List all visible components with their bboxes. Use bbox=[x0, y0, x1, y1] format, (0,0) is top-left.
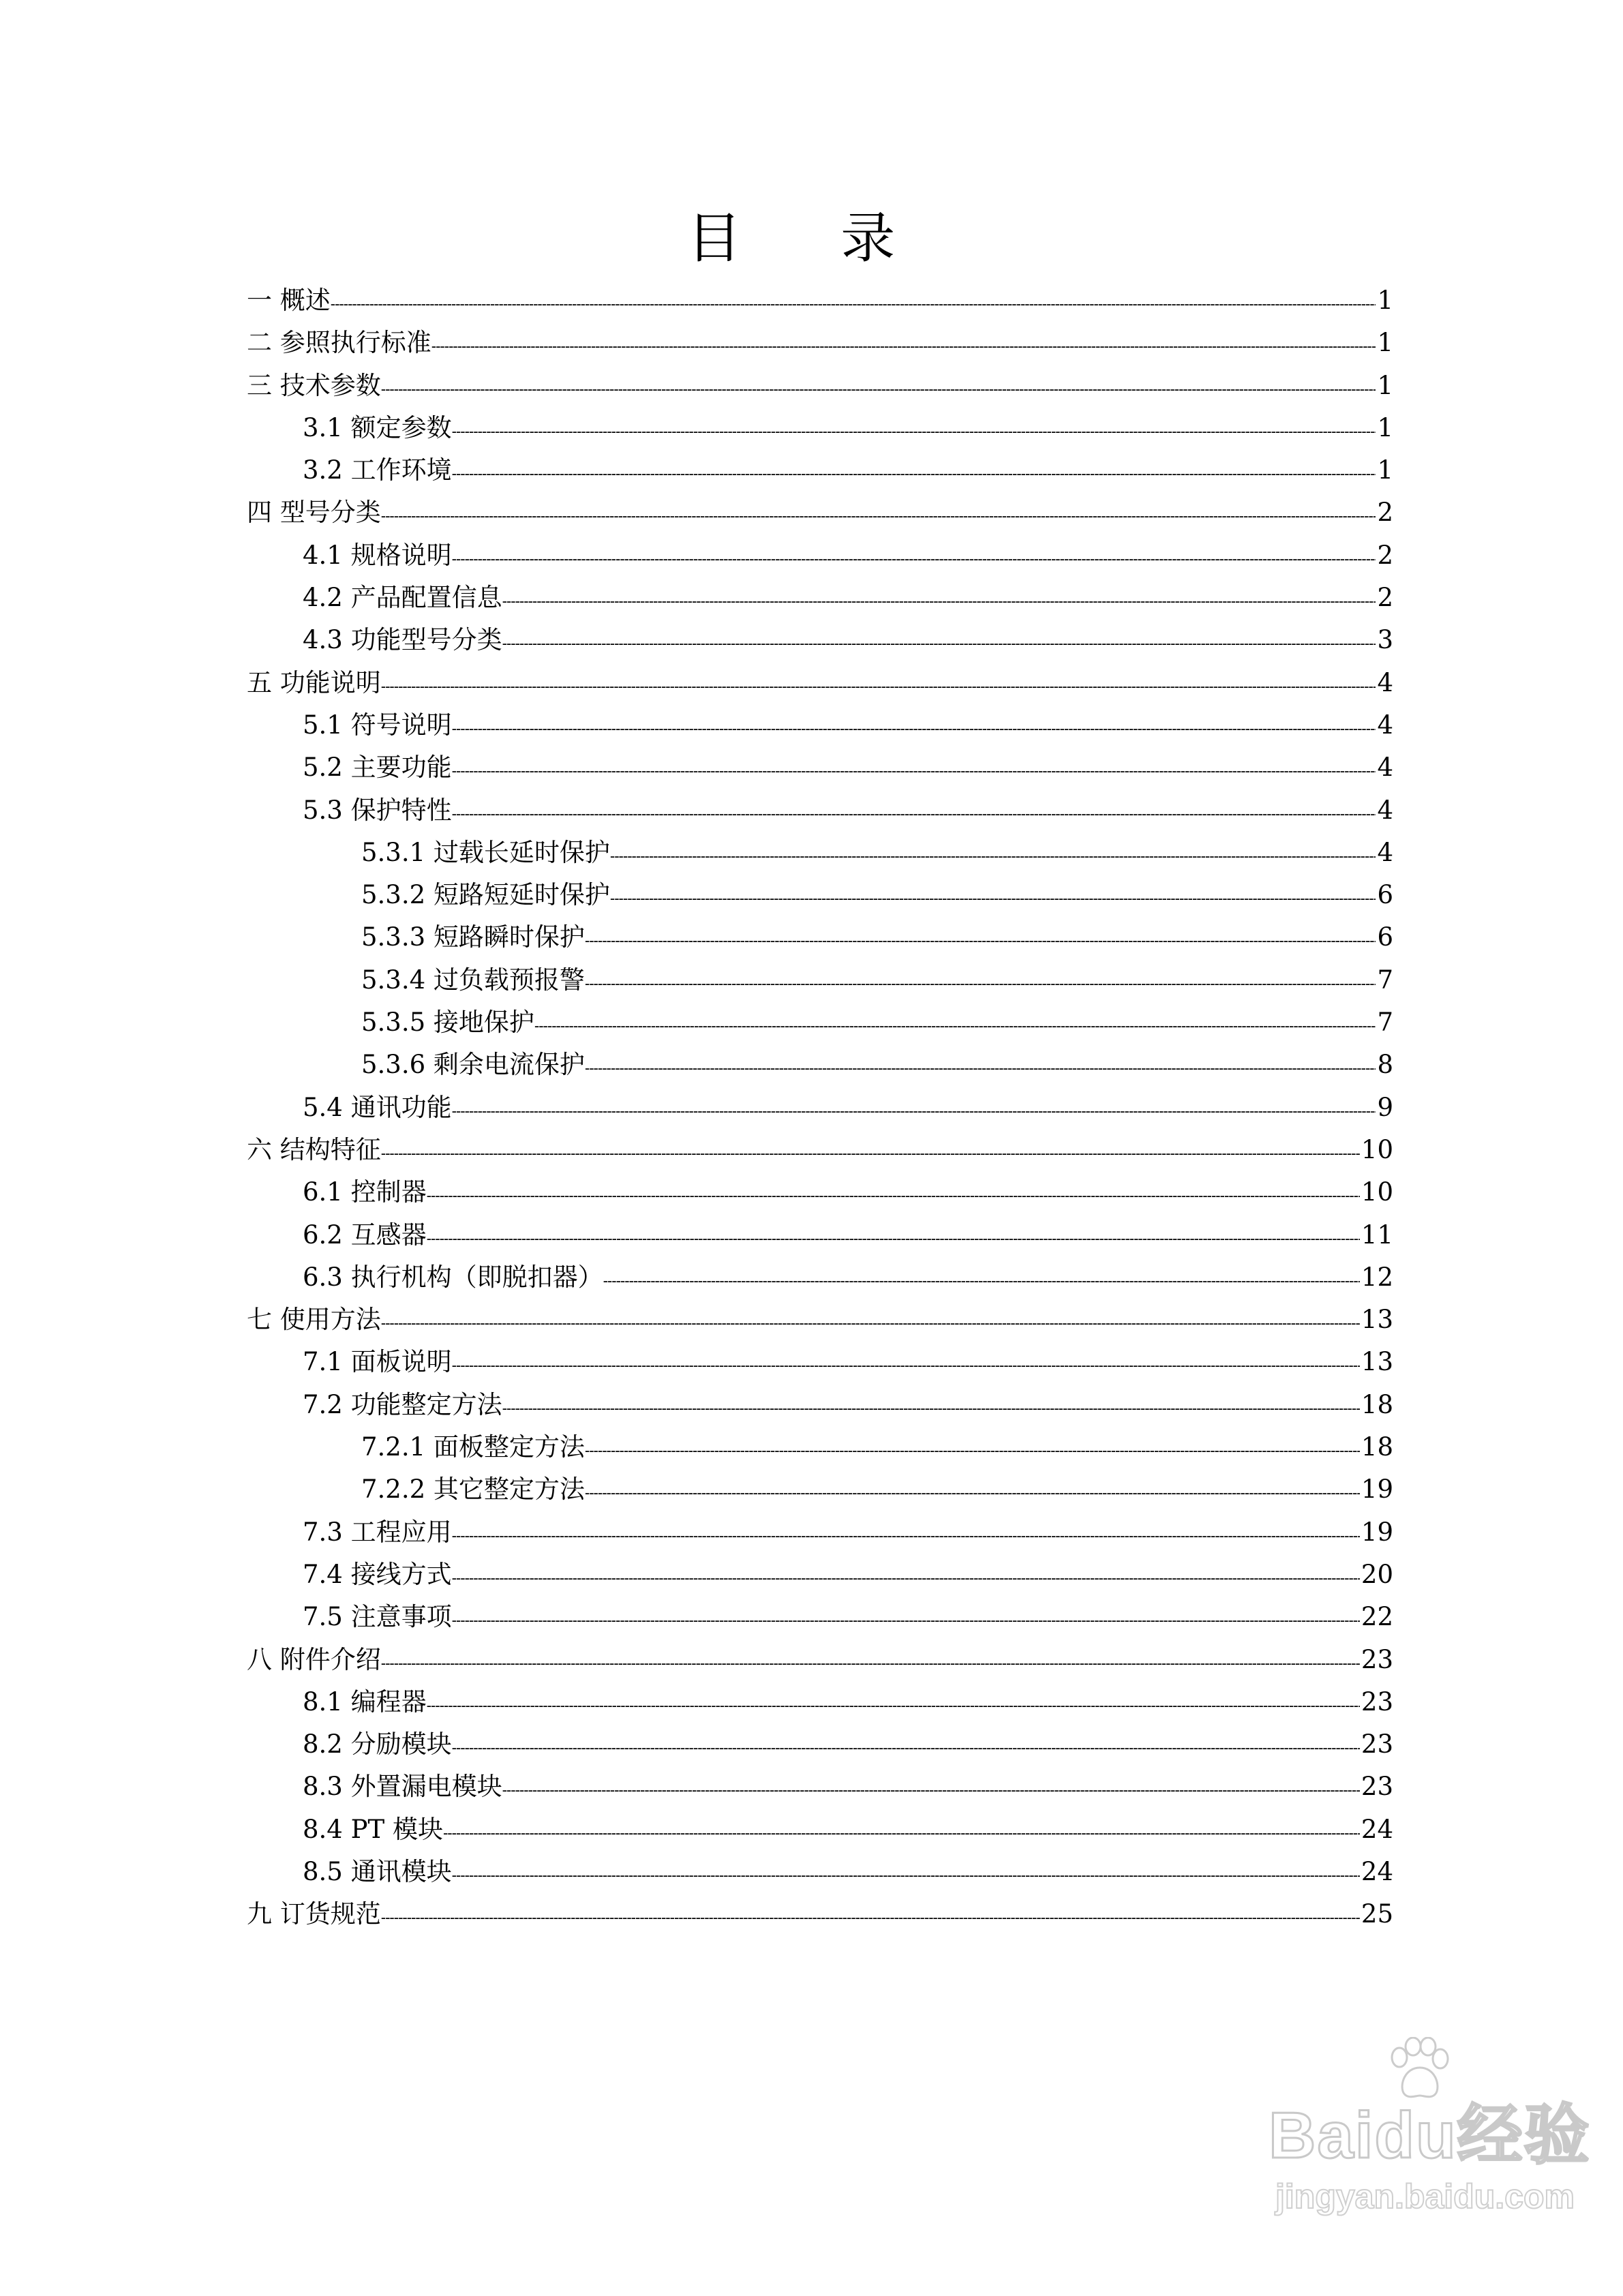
baidu-paw-icon bbox=[1384, 2037, 1453, 2102]
toc-entry[interactable] bbox=[247, 449, 1393, 492]
toc-entry[interactable] bbox=[247, 577, 1393, 619]
toc-dot-leader bbox=[381, 1302, 1360, 1344]
toc-entry-page: 23 bbox=[1361, 1687, 1393, 1717]
toc-entry-title: 4.3 功能型号分类 bbox=[303, 625, 502, 655]
toc-entry[interactable] bbox=[247, 959, 1393, 1001]
toc-entry-title: 五 功能说明 bbox=[247, 667, 381, 697]
toc-entry[interactable] bbox=[247, 1087, 1393, 1129]
toc-entry-title: 5.3.6 剩余电流保护 bbox=[361, 1050, 585, 1080]
toc-entry-title: 一 概述 bbox=[247, 286, 331, 315]
toc-dot-leader bbox=[452, 410, 1376, 453]
toc-entry-page: 4 bbox=[1377, 837, 1393, 867]
toc-entry[interactable] bbox=[247, 1171, 1393, 1213]
toc-entry-title: 3.2 工作环境 bbox=[303, 455, 452, 485]
toc-entry[interactable] bbox=[247, 1129, 1393, 1171]
baidu-jingyan-watermark bbox=[1269, 2037, 1591, 2221]
toc-dot-leader bbox=[452, 1557, 1360, 1599]
toc-dot-leader bbox=[427, 1175, 1360, 1217]
toc-entry-page: 24 bbox=[1361, 1814, 1393, 1844]
toc-dot-leader bbox=[381, 1642, 1360, 1685]
toc-entry-title: 8.5 通讯模块 bbox=[303, 1856, 452, 1886]
toc-entry-page: 23 bbox=[1361, 1772, 1393, 1802]
toc-dot-leader bbox=[452, 1344, 1360, 1387]
toc-entry-title: 二 参照执行标准 bbox=[247, 328, 431, 358]
toc-entry[interactable] bbox=[247, 1341, 1393, 1383]
toc-entry[interactable] bbox=[247, 1893, 1393, 1935]
toc-entry-page: 1 bbox=[1377, 370, 1393, 400]
toc-dot-leader bbox=[502, 622, 1376, 665]
toc-entry-page: 13 bbox=[1361, 1305, 1393, 1335]
toc-entry[interactable] bbox=[247, 1809, 1393, 1851]
toc-entry-title: 7.2.2 其它整定方法 bbox=[361, 1475, 585, 1505]
toc-entry-title: 7.2.1 面板整定方法 bbox=[361, 1432, 585, 1462]
toc-dot-leader bbox=[585, 920, 1376, 962]
toc-entry-page: 4 bbox=[1377, 795, 1393, 825]
toc-entry-page: 20 bbox=[1361, 1559, 1393, 1589]
toc-dot-leader bbox=[452, 1727, 1360, 1769]
toc-entry-title: 九 订货规范 bbox=[247, 1899, 381, 1929]
toc-entry[interactable] bbox=[247, 1639, 1393, 1681]
toc-entry-page: 18 bbox=[1361, 1432, 1393, 1462]
toc-entry-title: 5.2 主要功能 bbox=[303, 753, 452, 783]
watermark-url: jingyan.baidu.com bbox=[1275, 2177, 1575, 2216]
toc-dot-leader bbox=[452, 1515, 1360, 1557]
toc-dot-leader bbox=[452, 708, 1376, 750]
toc-dot-leader bbox=[452, 750, 1376, 792]
toc-entry-page: 8 bbox=[1377, 1050, 1393, 1080]
toc-entry-title: 7.4 接线方式 bbox=[303, 1559, 452, 1589]
toc-dot-leader bbox=[610, 877, 1376, 920]
toc-dot-leader bbox=[427, 1685, 1360, 1727]
toc-entry-title: 5.3.4 过负载预报警 bbox=[361, 965, 585, 995]
toc-entry-title: 三 技术参数 bbox=[247, 370, 381, 400]
toc-entry[interactable] bbox=[247, 534, 1393, 577]
toc-entry[interactable] bbox=[247, 1468, 1393, 1511]
toc-dot-leader bbox=[502, 580, 1376, 622]
toc-entry-page: 22 bbox=[1361, 1602, 1393, 1632]
toc-entry[interactable] bbox=[247, 492, 1393, 534]
toc-entry[interactable] bbox=[247, 704, 1393, 746]
toc-entry-title: 5.3.1 过载长延时保护 bbox=[361, 837, 610, 867]
toc-entry[interactable] bbox=[247, 1214, 1393, 1256]
toc-dot-leader bbox=[610, 835, 1376, 877]
toc-entry-page: 3 bbox=[1377, 625, 1393, 655]
toc-entry[interactable] bbox=[247, 1044, 1393, 1086]
toc-entry[interactable] bbox=[247, 1723, 1393, 1766]
toc-entry-title: 5.3.3 短路瞬时保护 bbox=[361, 922, 585, 952]
toc-dot-leader bbox=[331, 283, 1376, 325]
toc-entry[interactable] bbox=[247, 1384, 1393, 1426]
toc-dot-leader bbox=[381, 495, 1376, 537]
toc-dot-leader bbox=[381, 1132, 1360, 1175]
toc-entry-page: 7 bbox=[1377, 965, 1393, 995]
toc-entry-page: 2 bbox=[1377, 540, 1393, 570]
toc-entry-page: 10 bbox=[1361, 1134, 1393, 1164]
toc-dot-leader bbox=[381, 368, 1376, 410]
toc-entry[interactable] bbox=[247, 365, 1393, 407]
toc-dot-leader bbox=[585, 963, 1376, 1005]
toc-entry-title: 四 型号分类 bbox=[247, 498, 381, 528]
toc-dot-leader bbox=[585, 1047, 1376, 1089]
toc-entry-title: 七 使用方法 bbox=[247, 1305, 381, 1335]
toc-entry[interactable] bbox=[247, 407, 1393, 449]
toc-entry-page: 1 bbox=[1377, 328, 1393, 358]
toc-entry-title: 8.4 PT 模块 bbox=[303, 1814, 443, 1844]
toc-entry-page: 23 bbox=[1361, 1729, 1393, 1759]
toc-entry-title: 6.2 互感器 bbox=[303, 1220, 427, 1250]
toc-entry[interactable] bbox=[247, 1511, 1393, 1554]
toc-entry-page: 6 bbox=[1377, 880, 1393, 910]
page-title: 目 录 bbox=[686, 207, 937, 270]
toc-entry-title: 3.1 额定参数 bbox=[303, 412, 452, 442]
toc-entry-title: 7.3 工程应用 bbox=[303, 1517, 452, 1547]
toc-entry-page: 4 bbox=[1377, 710, 1393, 740]
toc-entry-page: 19 bbox=[1361, 1475, 1393, 1505]
toc-entry-page: 9 bbox=[1377, 1092, 1393, 1122]
toc-entry-title: 八 附件介绍 bbox=[247, 1644, 381, 1674]
toc-entry[interactable] bbox=[247, 1426, 1393, 1468]
toc-dot-leader bbox=[502, 1387, 1360, 1430]
toc-dot-leader bbox=[534, 1005, 1376, 1047]
toc-entry-title: 4.1 规格说明 bbox=[303, 540, 452, 570]
toc-entry[interactable] bbox=[247, 1681, 1393, 1723]
toc-entry-page: 23 bbox=[1361, 1644, 1393, 1674]
toc-entry[interactable] bbox=[247, 280, 1393, 322]
toc-dot-leader bbox=[585, 1430, 1360, 1472]
toc-entry[interactable] bbox=[247, 789, 1393, 832]
toc-entry-title: 8.2 分励模块 bbox=[303, 1729, 452, 1759]
toc-entry-page: 4 bbox=[1377, 667, 1393, 697]
toc-entry-title: 5.3.5 接地保护 bbox=[361, 1008, 534, 1038]
toc-dot-leader bbox=[502, 1769, 1360, 1811]
toc-entry-page: 12 bbox=[1361, 1262, 1393, 1292]
toc-entry-title: 5.3 保护特性 bbox=[303, 795, 452, 825]
toc-dot-leader bbox=[585, 1472, 1360, 1514]
toc-entry-page: 10 bbox=[1361, 1177, 1393, 1207]
toc-dot-leader bbox=[381, 1897, 1360, 1939]
toc-entry-page: 13 bbox=[1361, 1347, 1393, 1377]
toc-dot-leader bbox=[452, 793, 1376, 835]
toc-entry-title: 8.1 编程器 bbox=[303, 1687, 427, 1717]
toc-dot-leader bbox=[431, 325, 1376, 367]
toc-entry-page: 11 bbox=[1361, 1220, 1393, 1250]
toc-dot-leader bbox=[443, 1812, 1360, 1854]
toc-entry-title: 8.3 外置漏电模块 bbox=[303, 1772, 502, 1802]
toc-entry-title: 7.1 面板说明 bbox=[303, 1347, 452, 1377]
toc-entry[interactable] bbox=[247, 1299, 1393, 1341]
toc-dot-leader bbox=[452, 1854, 1360, 1897]
table-of-contents bbox=[247, 280, 1393, 1936]
toc-entry[interactable] bbox=[247, 874, 1393, 916]
toc-entry[interactable] bbox=[247, 1001, 1393, 1044]
toc-entry-title: 7.5 注意事项 bbox=[303, 1602, 452, 1632]
toc-entry[interactable] bbox=[247, 746, 1393, 789]
watermark-logo: Baidu经验 bbox=[1269, 2099, 1591, 2172]
toc-dot-leader bbox=[452, 453, 1376, 495]
toc-entry[interactable] bbox=[247, 322, 1393, 364]
toc-entry[interactable] bbox=[247, 1596, 1393, 1638]
toc-entry-page: 19 bbox=[1361, 1517, 1393, 1547]
toc-entry-page: 7 bbox=[1377, 1008, 1393, 1038]
toc-entry-page: 18 bbox=[1361, 1389, 1393, 1419]
toc-entry-page: 1 bbox=[1377, 412, 1393, 442]
toc-entry[interactable] bbox=[247, 1851, 1393, 1893]
toc-entry[interactable] bbox=[247, 1256, 1393, 1299]
toc-entry[interactable] bbox=[247, 832, 1393, 874]
toc-entry-title: 7.2 功能整定方法 bbox=[303, 1389, 502, 1419]
toc-entry-title: 6.3 执行机构（即脱扣器） bbox=[303, 1262, 603, 1292]
toc-entry-page: 24 bbox=[1361, 1856, 1393, 1886]
toc-dot-leader bbox=[452, 1090, 1376, 1132]
toc-entry[interactable] bbox=[247, 1554, 1393, 1596]
toc-entry-title: 4.2 产品配置信息 bbox=[303, 583, 502, 613]
toc-entry[interactable] bbox=[247, 619, 1393, 661]
toc-entry-page: 2 bbox=[1377, 583, 1393, 613]
toc-entry-title: 5.4 通讯功能 bbox=[303, 1092, 452, 1122]
toc-dot-leader bbox=[603, 1260, 1360, 1302]
toc-dot-leader bbox=[452, 538, 1376, 580]
toc-entry-page: 2 bbox=[1377, 498, 1393, 528]
toc-entry-title: 5.1 符号说明 bbox=[303, 710, 452, 740]
toc-entry-title: 6.1 控制器 bbox=[303, 1177, 427, 1207]
toc-entry-page: 25 bbox=[1361, 1899, 1393, 1929]
toc-entry[interactable] bbox=[247, 1766, 1393, 1808]
toc-dot-leader bbox=[452, 1599, 1360, 1642]
toc-entry-title: 六 结构特征 bbox=[247, 1134, 381, 1164]
toc-entry-page: 6 bbox=[1377, 922, 1393, 952]
toc-entry-page: 4 bbox=[1377, 753, 1393, 783]
toc-entry-title: 5.3.2 短路短延时保护 bbox=[361, 880, 610, 910]
toc-dot-leader bbox=[427, 1218, 1360, 1260]
toc-dot-leader bbox=[381, 665, 1376, 708]
toc-entry-page: 1 bbox=[1377, 286, 1393, 315]
toc-entry[interactable] bbox=[247, 916, 1393, 958]
toc-entry[interactable] bbox=[247, 662, 1393, 704]
toc-entry-page: 1 bbox=[1377, 455, 1393, 485]
